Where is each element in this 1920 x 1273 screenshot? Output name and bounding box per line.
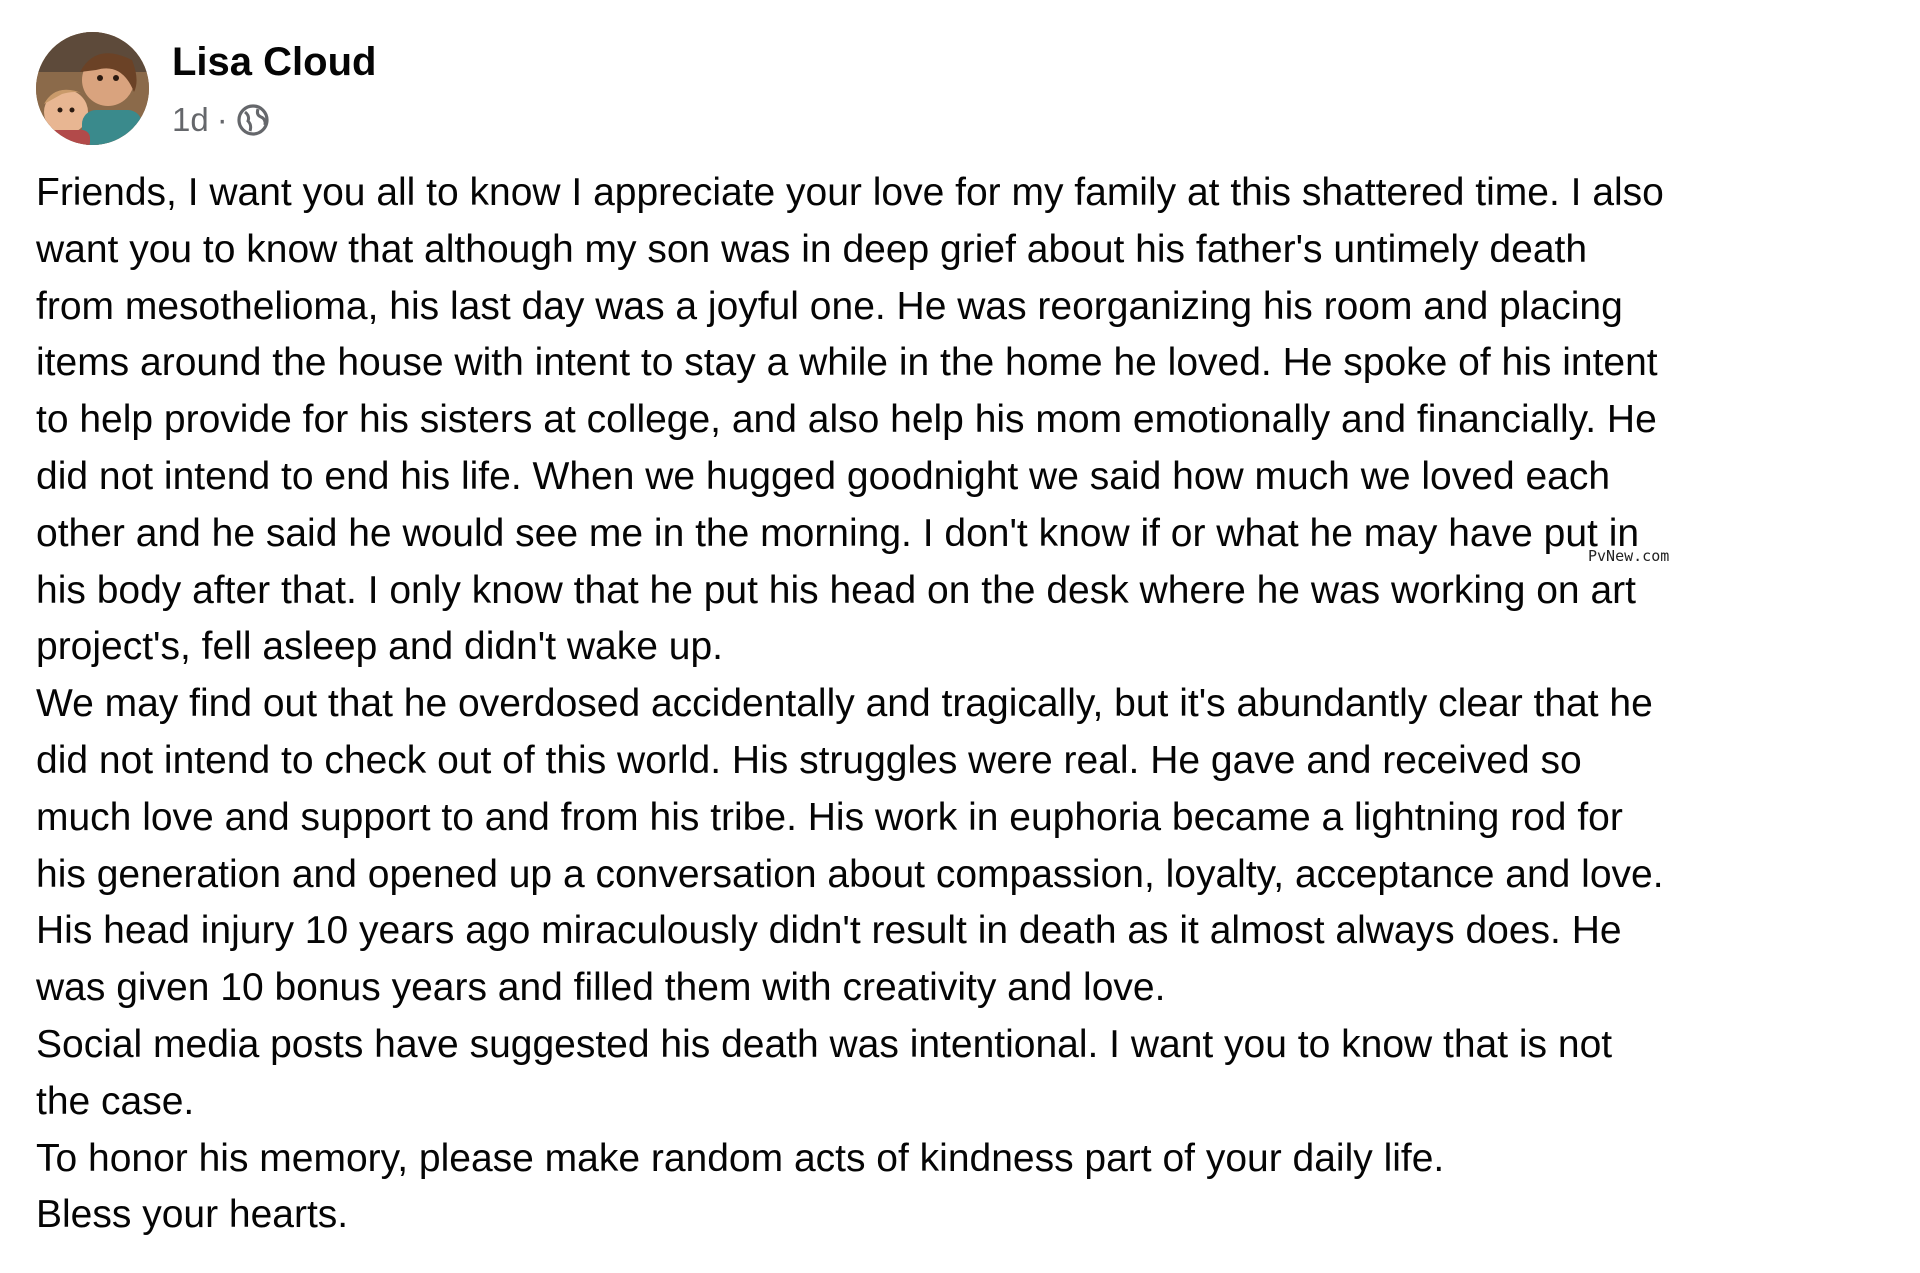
post-text-line: did not intend to end his life. When we hugged goodnight we said how much we loved each — [36, 454, 1611, 498]
post-text-line: items around the house with intent to stay a while in the home he loved. He spoke of his intent — [36, 341, 1658, 385]
post-text-line: Friends, I want you all to know I appreciate your love for my family at this shattered time. I also — [36, 171, 1664, 214]
avatar[interactable] — [36, 32, 149, 145]
post-subtitle — [172, 100, 376, 140]
post-text-line: did not intend to check out of this world. His struggles were real. He gave and received so — [36, 738, 1582, 782]
post-text-line: his generation and opened up a conversation about compassion, loyalty, acceptance and love. — [36, 852, 1664, 896]
post-text-line: Social media posts have suggested his death was intentional. I want you to know that is not — [36, 1022, 1613, 1066]
post-text-line: much love and support to and from his tribe. His work in euphoria became a lightning rod for — [36, 795, 1623, 839]
post-text-line: other and he said he would see me in the morning. I don't know if or what he may have put in — [36, 511, 1640, 555]
post-body — [36, 165, 1886, 1244]
post-text-line: his body after that. I only know that he put his head on the desk where he was working on art — [36, 568, 1636, 612]
post-text-line: His head injury 10 years ago miraculously didn't result in death as it almost always does. He — [36, 909, 1622, 953]
profile-photo-icon — [36, 32, 149, 145]
separator-dot: · — [216, 101, 228, 138]
post-timestamp[interactable]: 1d — [172, 101, 209, 138]
post-text-line: We may find out that he overdosed accidentally and tragically, but it's abundantly clear that he — [36, 682, 1653, 726]
author-name[interactable]: Lisa Cloud — [172, 40, 377, 84]
post-text-line: was given 10 bonus years and filled them with creativity and love. — [36, 966, 1166, 1010]
post-text-line: Bless your hearts. — [36, 1193, 349, 1237]
globe-icon[interactable] — [236, 103, 270, 137]
post-meta — [172, 32, 376, 140]
post-text-line: To honor his memory, please make random acts of kindness part of your daily life. — [36, 1136, 1445, 1180]
post-text-line: the case. — [36, 1079, 195, 1123]
post-text-line: project's, fell asleep and didn't wake up. — [36, 625, 723, 669]
post-header — [36, 32, 376, 148]
post-text-line: to help provide for his sisters at college, and also help his mom emotionally and financially. He — [36, 398, 1657, 442]
watermark: PvNew.com — [1588, 547, 1670, 565]
post-text-line: want you to know that although my son was in deep grief about his father's untimely death — [36, 227, 1588, 271]
post-text-line: from mesothelioma, his last day was a joyful one. He was reorganizing his room and placing — [36, 284, 1623, 328]
